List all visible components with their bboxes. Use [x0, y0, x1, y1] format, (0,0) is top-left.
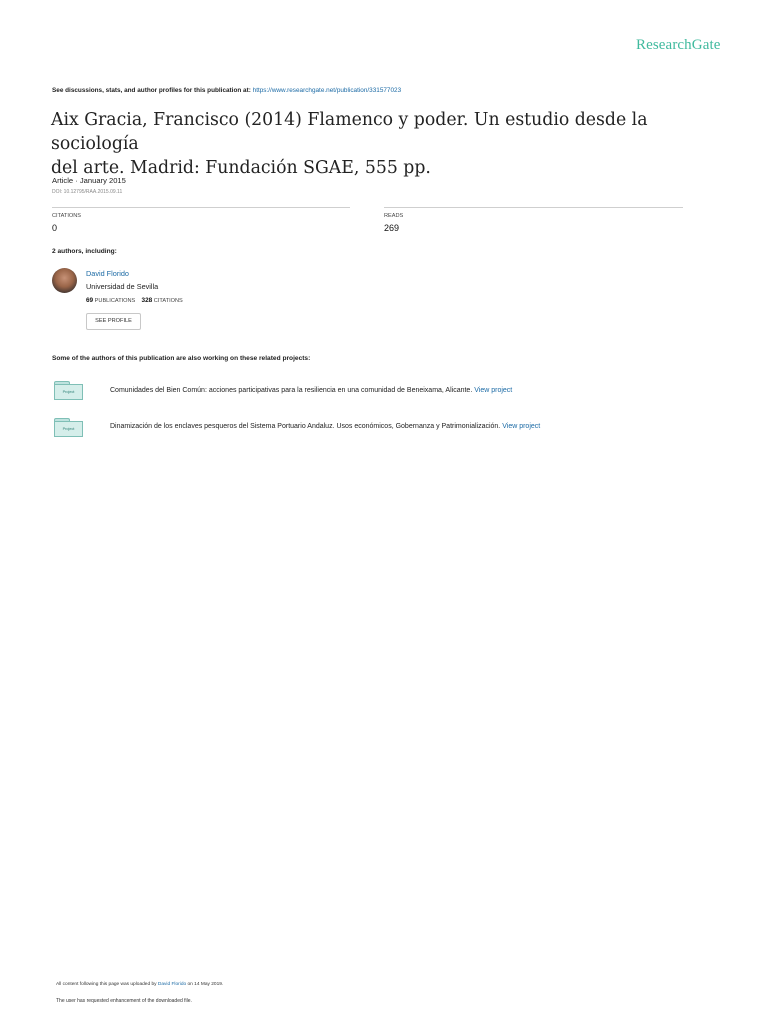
project-item-1 — [110, 387, 512, 394]
reads-label: READS — [384, 213, 404, 219]
project-2-view-link[interactable]: View project — [502, 423, 541, 430]
enhancement-note: The user has requested enhancement of the downloaded file. — [56, 998, 192, 1004]
folder-label: Project — [54, 421, 83, 437]
discussion-text: See discussions, stats, and author profiles for this publication at: — [52, 87, 251, 94]
discussion-line — [52, 87, 401, 94]
author-citations-count: 328 — [141, 297, 153, 304]
title-line-1: Aix Gracia, Francisco (2014) Flamenco y poder. Un estudio desde la sociología — [51, 110, 648, 154]
project-item-2 — [110, 423, 540, 430]
publication-meta: Article · January 2015 — [52, 176, 126, 185]
project-1-text: Comunidades del Bien Común: acciones participativas para la resiliencia en una comunidad de Beneixama, Alicante. — [110, 387, 473, 394]
author-name-link[interactable]: David Florido — [86, 269, 129, 278]
author-stats — [86, 297, 183, 304]
citations-value: 0 — [52, 223, 58, 233]
author-avatar[interactable] — [52, 268, 77, 293]
uploader-link[interactable]: David Florido — [157, 982, 187, 987]
project-2-text: Dinamización de los enclaves pesqueros del Sistema Portuario Andaluz. Usos económicos, Gobernanza y Patrimonialización. — [110, 423, 501, 430]
upload-prefix: All content following this page was uploaded by — [56, 982, 157, 987]
publication-link[interactable]: https://www.researchgate.net/publication/331577023 — [252, 87, 402, 94]
title-line-2: del arte. Madrid: Fundación SGAE, 555 pp. — [51, 158, 431, 178]
project-1-view-link[interactable]: View project — [474, 387, 513, 394]
researchgate-logo[interactable]: ResearchGate — [636, 37, 721, 53]
authors-heading: 2 authors, including: — [52, 248, 117, 255]
see-profile-button[interactable]: SEE PROFILE — [86, 313, 141, 330]
author-publications-count: 69 — [86, 297, 94, 304]
reads-divider — [384, 207, 683, 208]
upload-footer — [56, 982, 223, 987]
citations-divider — [52, 207, 350, 208]
project-folder-icon — [54, 381, 83, 401]
publication-doi: DOI: 10.12795/RAA.2015.09.11 — [52, 189, 123, 195]
project-folder-icon — [54, 418, 83, 438]
related-projects-heading: Some of the authors of this publication are also working on these related projects: — [52, 355, 311, 362]
author-publications-label: PUBLICATIONS — [94, 298, 136, 304]
author-institution: Universidad de Sevilla — [86, 282, 159, 291]
upload-suffix: on 14 May 2019. — [187, 982, 224, 987]
author-citations-label: CITATIONS — [153, 298, 183, 304]
publication-title — [51, 108, 731, 180]
reads-value: 269 — [384, 223, 400, 233]
folder-label: Project — [54, 384, 83, 400]
citations-label: CITATIONS — [52, 213, 82, 219]
